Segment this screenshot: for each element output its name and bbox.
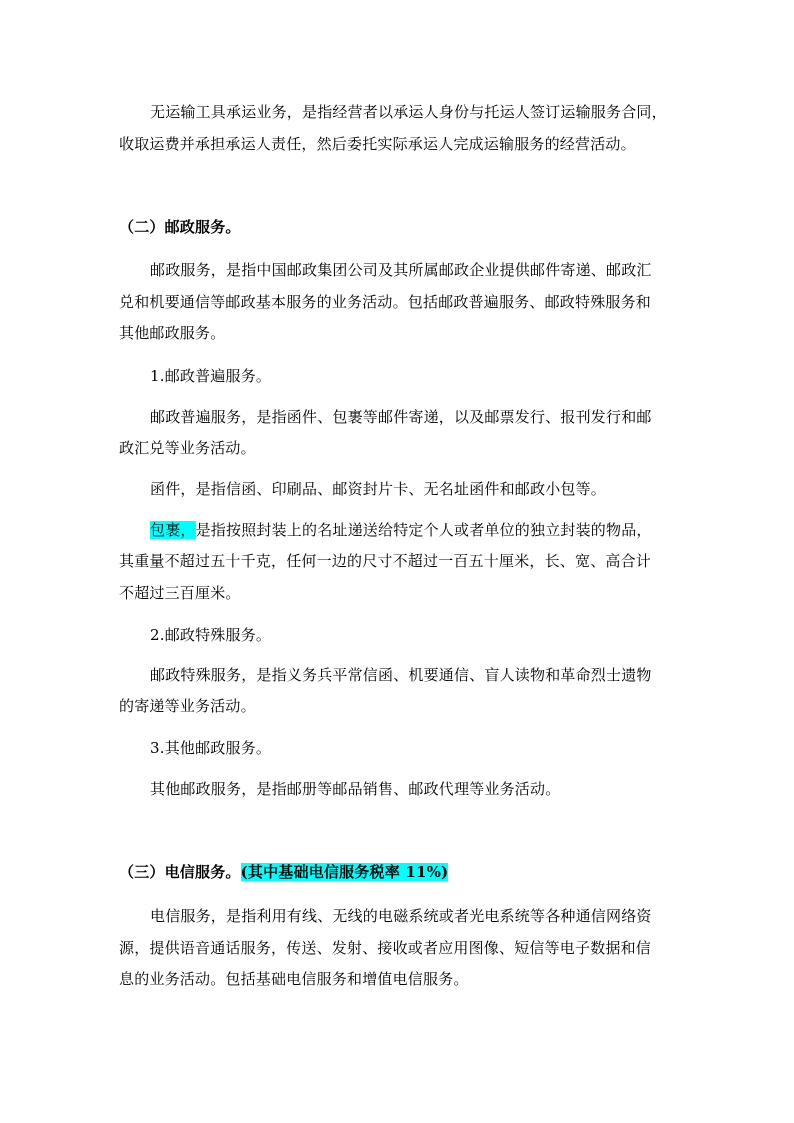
sub1-title: 1.邮政普遍服务。 [150, 367, 272, 385]
sub1-para1-line1: 邮政普遍服务，是指函件、包裹等邮件寄递，以及邮票发行、报刊发行和邮 [150, 408, 652, 426]
section3-heading-line [119, 859, 679, 885]
section2-heading: （二）邮政服务。 [119, 218, 241, 236]
section2-para1-line1: 邮政服务，是指中国邮政集团公司及其所属邮政企业提供邮件寄递、邮政汇 [150, 261, 652, 279]
sub2-para-line1: 邮政特殊服务，是指义务兵平常信函、机要通信、盲人读物和革命烈士遗物 [150, 666, 652, 684]
sub1-para3-line1 [150, 517, 710, 543]
sub3-title: 3.其他邮政服务。 [150, 739, 272, 757]
sub1-para2: 函件，是指信函、印刷品、邮资封片卡、无名址函件和邮政小包等。 [150, 480, 607, 498]
section3-para-line3: 息的业务活动。包括基础电信服务和增值电信服务。 [119, 970, 469, 988]
sub1-para1-line2: 政汇兑等业务活动。 [119, 439, 256, 457]
sub1-para3-line3: 不超过三百厘米。 [119, 584, 241, 602]
highlighted-term: 包裹， [150, 521, 196, 539]
sub2-para-line2: 的寄递等业务活动。 [119, 697, 256, 715]
section3-para-line2: 源，提供语音通话服务，传送、发射、接收或者应用图像、短信等电子数据和信 [119, 939, 652, 957]
section3-para-line1: 电信服务，是指利用有线、无线的电磁系统或者光电系统等各种通信网络资 [150, 907, 652, 925]
tax-rate-note: (其中基础电信服务税率 11%) [240, 863, 449, 881]
sub2-title: 2.邮政特殊服务。 [150, 626, 272, 644]
intro-line-1: 无运输工具承运业务，是指经营者以承运人身份与托运人签订运输服务合同， [150, 103, 667, 121]
intro-line-2: 收取运费并承担承运人责任，然后委托实际承运人完成运输服务的经营活动。 [119, 135, 636, 153]
sub1-para3-line2: 其重量不超过五十千克，任何一边的尺寸不超过一百五十厘米，长、宽、高合计 [119, 552, 652, 570]
section2-para1-line3: 其他邮政服务。 [119, 324, 226, 342]
section3-heading: （三）电信服务。 [119, 863, 241, 881]
sub1-para3-line1-rest: 是指按照封装上的名址递送给特定个人或者单位的独立封装的物品， [195, 521, 652, 539]
sub3-para: 其他邮政服务，是指邮册等邮品销售、邮政代理等业务活动。 [150, 780, 561, 798]
section2-para1-line2: 兑和机要通信等邮政基本服务的业务活动。包括邮政普遍服务、邮政特殊服务和 [119, 293, 652, 311]
